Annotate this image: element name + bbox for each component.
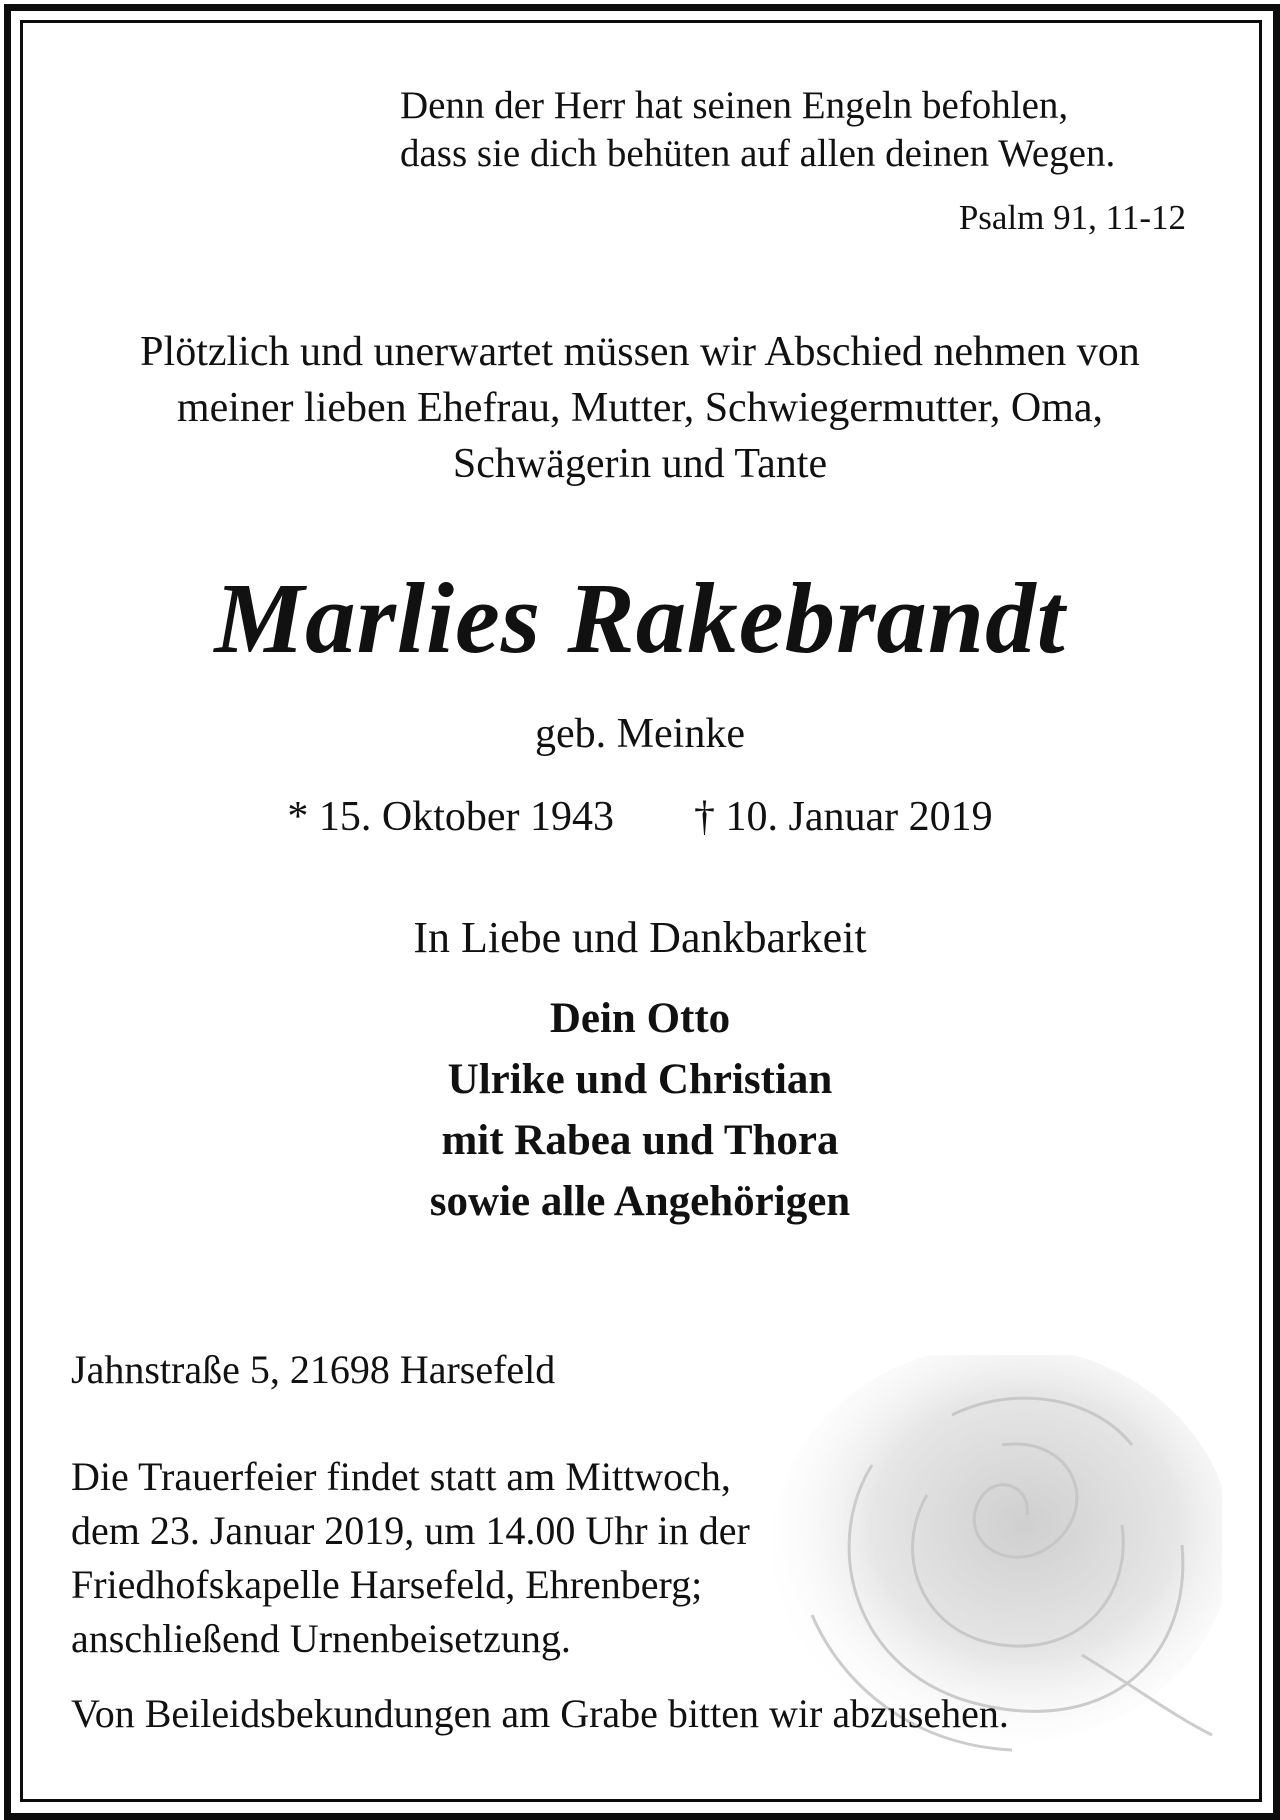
verse-reference: Psalm 91, 11-12 [958, 198, 1186, 237]
mourner-line: Dein Otto [549, 995, 731, 1042]
mourners-list [0, 988, 1280, 1232]
family-address: Jahnstraße 5, 21698 Harsefeld [71, 1347, 556, 1392]
deceased-name: Marlies Rakebrandt [214, 562, 1066, 674]
maiden-name: geb. Meinke [535, 711, 745, 757]
service-line: Friedhofskapelle Harsefeld, Ehrenberg; [71, 1562, 703, 1607]
service-line: dem 23. Januar 2019, um 14.00 Uhr in der [71, 1508, 750, 1553]
mourner-line: sowie alle Angehörigen [429, 1178, 851, 1225]
service-line: anschließend Urnenbeisetzung. [71, 1616, 571, 1661]
intro-line: Plötzlich und unerwartet müssen wir Abschied nehmen von [140, 329, 1140, 375]
death-date: † 10. Januar 2019 [694, 794, 993, 840]
intro-line: Schwägerin und Tante [452, 441, 828, 487]
birth-date: * 15. Oktober 1943 [287, 794, 614, 840]
verse-line: dass sie dich behüten auf allen deinen Wegen. [400, 132, 1116, 175]
service-info [71, 1450, 750, 1666]
service-line: Die Trauerfeier findet statt am Mittwoch, [71, 1454, 731, 1499]
verse-quote [400, 82, 1200, 178]
mourner-line: mit Rabea und Thora [441, 1117, 839, 1164]
life-dates [0, 790, 1280, 844]
intro-line: meiner lieben Ehefrau, Mutter, Schwiegermutter, Oma, [176, 385, 1104, 431]
verse-line: Denn der Herr hat seinen Engeln befohlen, [400, 84, 1069, 127]
mourner-line: Ulrike und Christian [447, 1056, 833, 1103]
closing-note: Von Beileidsbekundungen am Grabe bitten wir abzusehen. [71, 1691, 1009, 1736]
intro-text [0, 324, 1280, 492]
tribute-line: In Liebe und Dankbarkeit [413, 913, 867, 962]
